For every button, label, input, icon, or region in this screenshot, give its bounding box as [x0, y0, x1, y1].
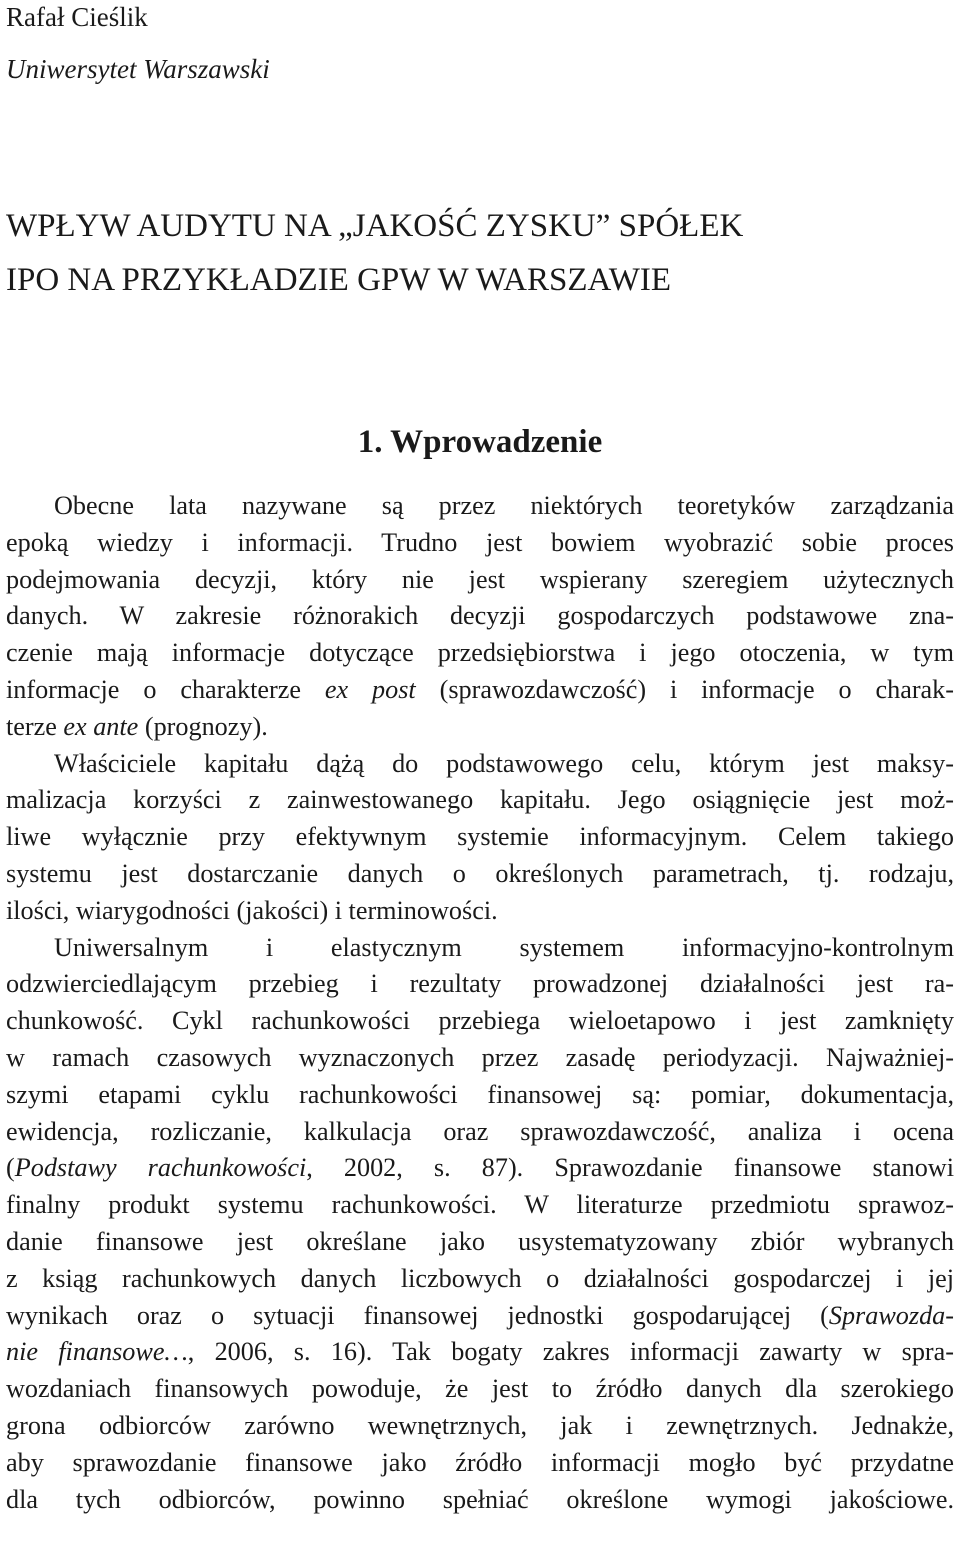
text-line: szymi etapami cyklu rachunkowości finansowej są: pomiar, dokumentacja, — [6, 1079, 954, 1109]
text-line: grona odbiorców zarówno wewnętrznych, jak i zewnętrznych. Jednakże, — [6, 1410, 954, 1440]
text-line: finalny produkt systemu rachunkowości. W literaturze przedmiotu sprawoz- — [6, 1190, 954, 1220]
body-text — [6, 488, 954, 1518]
text-line: podejmowania decyzji, który nie jest wspierany szeregiem użytecznych — [6, 564, 954, 594]
text-line: danie finansowe jest określane jako usystematyzowany zbiór wybranych — [6, 1226, 954, 1256]
text-line: danych. W zakresie różnorakich decyzji gospodarczych podstawowe zna- — [6, 601, 954, 631]
text-line: dla tych odbiorców, powinno spełniać określone wymogi jakościowe. — [6, 1484, 954, 1514]
italic-term: ex post — [324, 674, 416, 704]
text-line: malizacja korzyści z zainwestowanego kapitału. Jego osiągnięcie jest moż- — [6, 785, 954, 815]
text-line: Obecne lata nazywane są przez niektórych teoretyków zarządzania — [54, 491, 954, 520]
text-span: wynikach oraz o sytuacji finansowej jednostki gospodarującej ( — [6, 1300, 829, 1330]
author-name: Rafał Cieślik — [6, 2, 148, 32]
text-line — [6, 1334, 954, 1371]
text-line: wozdaniach finansowych powoduje, że jest to źródło danych dla szerokiego — [6, 1374, 954, 1404]
text-line: epoką wiedzy i informacji. Trudno jest bowiem wyobrazić sobie proces — [6, 527, 954, 557]
text-line: Właściciele kapitału dążą do podstawowego celu, którym jest maksy- — [54, 748, 954, 778]
paper-title-line: IPO NA PRZYKŁADZIE GPW W WARSZAWIE — [6, 262, 671, 298]
paper-title — [6, 199, 954, 307]
text-line: liwe wyłącznie przy efektywnym systemie informacyjnym. Celem takiego — [6, 822, 954, 852]
text-line — [6, 1298, 954, 1335]
text-line: z ksiąg rachunkowych danych liczbowych o działalności gospodarczej i jej — [6, 1263, 954, 1293]
text-line: ewidencja, rozliczanie, kalkulacja oraz sprawozdawczość, analiza i ocena — [6, 1116, 954, 1146]
text-line: czenie mają informacje dotyczące przedsiębiorstwa i jego otoczenia, w tym — [6, 638, 954, 668]
text-line: odzwierciedlającym przebieg i rezultaty prowadzonej działalności jest ra- — [6, 969, 954, 999]
text-line — [6, 1150, 954, 1187]
text-line: aby sprawozdanie finansowe jako źródło informacji mogło być przydatne — [6, 1447, 954, 1477]
text-span: informacje o charakterze — [6, 674, 325, 704]
text-line — [6, 709, 954, 746]
text-line: Uniwersalnym i elastycznym systemem informacyjno-kontrolnym — [54, 932, 954, 962]
citation-title: Sprawozda- — [828, 1300, 954, 1330]
text-line: systemu jest dostarczanie danych o określonych parametrach, tj. rodzaju, — [6, 858, 954, 888]
text-line — [6, 672, 954, 709]
citation-title: nie finansowe… — [6, 1337, 188, 1367]
section-heading: 1. Wprowadzenie — [357, 424, 603, 460]
citation-title: Podstawy rachunkowości — [14, 1153, 307, 1183]
italic-term: ex ante — [63, 711, 139, 741]
text-span: (sprawozdawczość) i informacje o charak- — [415, 674, 954, 704]
author-affiliation: Uniwersytet Warszawski — [6, 54, 270, 84]
text-line: chunkowość. Cykl rachunkowości przebiega wieloetapowo i jest zamknięty — [6, 1006, 954, 1036]
text-span: , 2002, s. 87). Sprawozdanie finansowe stanowi — [306, 1153, 954, 1183]
text-span: terze — [6, 711, 64, 741]
text-span: ( — [6, 1153, 15, 1183]
paper-title-line: WPŁYW AUDYTU NA „JAKOŚĆ ZYSKU” SPÓŁEK — [6, 208, 744, 244]
text-line: ilości, wiarygodności (jakości) i terminowości. — [6, 895, 498, 925]
text-line: w ramach czasowych wyznaczonych przez zasadę periodyzacji. Najważniej- — [6, 1042, 954, 1072]
text-span: , 2006, s. 16). Tak bogaty zakres informacji zawarty w spra- — [187, 1337, 954, 1367]
text-span: (prognozy). — [138, 711, 268, 741]
